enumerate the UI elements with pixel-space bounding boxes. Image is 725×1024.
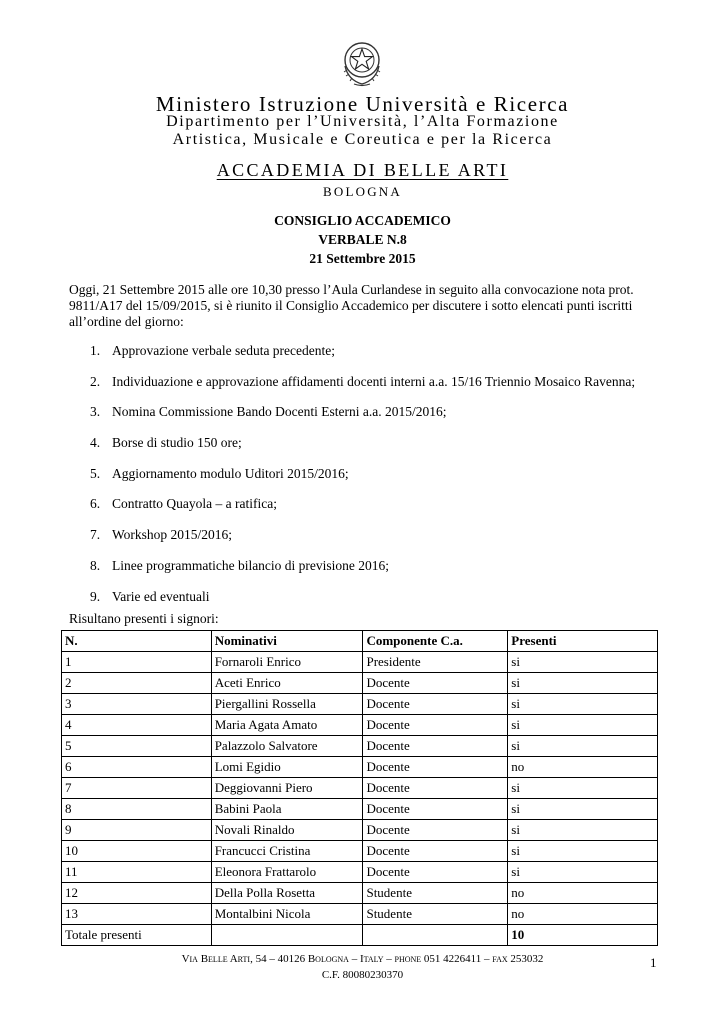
cell-number: 5 <box>62 736 212 757</box>
cell-name: Deggiovanni Piero <box>211 778 363 799</box>
agenda-item: 1. Approvazione verbale seduta precedente; <box>90 343 336 358</box>
agenda-item: 9. Varie ed eventuali <box>90 588 210 604</box>
cell-number: 11 <box>62 862 212 883</box>
cell-present: no <box>508 757 658 778</box>
agenda-item: 6. Contratto Quayola – a ratifica; <box>90 496 277 512</box>
academy-title: ACCADEMIA DI BELLE ARTI <box>216 160 509 180</box>
table-row <box>62 799 658 820</box>
cell-number: 9 <box>62 820 212 841</box>
table-row <box>62 757 658 778</box>
table-row <box>62 904 658 925</box>
total-empty-2 <box>363 925 508 946</box>
cell-number: 8 <box>62 799 212 820</box>
table-total-row <box>62 925 658 946</box>
footer-address: Via Belle Arti, 54 – 40126 Bologna – Italy – phone 051 4226411 – fax 253032 <box>181 953 544 965</box>
cell-role: Docente <box>363 862 508 883</box>
cell-number: 3 <box>62 694 212 715</box>
table-row <box>62 862 658 883</box>
cell-present: si <box>508 652 658 673</box>
attendance-table <box>61 630 658 946</box>
table-row <box>62 820 658 841</box>
cell-name: Novali Rinaldo <box>211 820 363 841</box>
column-header-name: Nominativi <box>211 631 363 652</box>
agenda-item: 4. Borse di studio 150 ore; <box>90 435 242 451</box>
table-row <box>62 673 658 694</box>
agenda-item: 8. Linee programmatiche bilancio di previsione 2016; <box>90 557 390 573</box>
cell-role: Docente <box>363 820 508 841</box>
total-label: Totale presenti <box>62 925 212 946</box>
cell-name: Eleonora Frattarolo <box>211 862 363 883</box>
minutes-date: 21 Settembre 2015 <box>309 251 416 266</box>
cell-present: si <box>508 841 658 862</box>
cell-role: Docente <box>363 778 508 799</box>
attendance-table-body <box>62 652 658 946</box>
cell-name: Francucci Cristina <box>211 841 363 862</box>
agenda-list <box>90 343 635 619</box>
table-row <box>62 652 658 673</box>
cell-name: Montalbini Nicola <box>211 904 363 925</box>
total-empty-1 <box>211 925 363 946</box>
cell-name: Della Polla Rosetta <box>211 883 363 904</box>
table-row <box>62 883 658 904</box>
cell-present: si <box>508 715 658 736</box>
cell-number: 13 <box>62 904 212 925</box>
cell-name: Aceti Enrico <box>211 673 363 694</box>
cell-role: Docente <box>363 673 508 694</box>
cell-present: si <box>508 862 658 883</box>
cell-name: Fornaroli Enrico <box>211 652 363 673</box>
agenda-item: 7. Workshop 2015/2016; <box>90 527 233 543</box>
cell-number: 10 <box>62 841 212 862</box>
cell-name: Maria Agata Amato <box>211 715 363 736</box>
italian-republic-emblem-icon <box>338 38 386 88</box>
minutes-number: VERBALE N.8 <box>318 232 407 247</box>
total-value: 10 <box>508 925 658 946</box>
cell-name: Piergallini Rossella <box>211 694 363 715</box>
table-row <box>62 694 658 715</box>
cell-present: si <box>508 778 658 799</box>
cell-role: Studente <box>363 904 508 925</box>
footer-tax-code: C.F. 80080230370 <box>321 969 404 981</box>
cell-role: Presidente <box>363 652 508 673</box>
table-row <box>62 736 658 757</box>
table-row <box>62 778 658 799</box>
table-row <box>62 715 658 736</box>
ministry-title: Ministero Istruzione Università e Ricerca <box>155 92 570 116</box>
table-row <box>62 841 658 862</box>
cell-role: Docente <box>363 757 508 778</box>
cell-present: si <box>508 736 658 757</box>
agenda-item: 2. Individuazione e approvazione affidamenti docenti interni a.a. 15/16 Triennio Mosaico Ravenna; <box>90 373 636 389</box>
cell-number: 1 <box>62 652 212 673</box>
agenda-item: 3. Nomina Commissione Bando Docenti Esterni a.a. 2015/2016; <box>90 404 447 420</box>
cell-role: Docente <box>363 694 508 715</box>
cell-role: Docente <box>363 715 508 736</box>
page-number: 1 <box>650 955 657 970</box>
cell-present: no <box>508 883 658 904</box>
attendance-label: Risultano presenti i signori: <box>69 611 219 626</box>
cell-present: si <box>508 820 658 841</box>
cell-name: Palazzolo Salvatore <box>211 736 363 757</box>
department-line-2: Artistica, Musicale e Coreutica e per la Ricerca <box>172 131 553 148</box>
intro-paragraph: Oggi, 21 Settembre 2015 alle ore 10,30 presso l’Aula Curlandese in seguito alla convocazione nota prot. 9811/A17 del 15/09/2015, si è riunito il Consiglio Accademico per discutere i sotto elencati punti iscritti all’ordine del giorno: <box>69 282 634 329</box>
academy-city: BOLOGNA <box>323 184 402 199</box>
cell-present: si <box>508 673 658 694</box>
cell-number: 4 <box>62 715 212 736</box>
column-header-number: N. <box>62 631 212 652</box>
cell-number: 6 <box>62 757 212 778</box>
cell-role: Docente <box>363 799 508 820</box>
cell-role: Docente <box>363 736 508 757</box>
cell-role: Studente <box>363 883 508 904</box>
table-header-row <box>62 631 658 652</box>
cell-present: si <box>508 694 658 715</box>
department-line-1: Dipartimento per l’Università, l’Alta Formazione <box>166 113 559 130</box>
cell-number: 2 <box>62 673 212 694</box>
column-header-present: Presenti <box>508 631 658 652</box>
cell-present: no <box>508 904 658 925</box>
council-title: CONSIGLIO ACCADEMICO <box>274 213 451 228</box>
cell-number: 12 <box>62 883 212 904</box>
column-header-role: Componente C.a. <box>363 631 508 652</box>
cell-name: Babini Paola <box>211 799 363 820</box>
cell-number: 7 <box>62 778 212 799</box>
cell-role: Docente <box>363 841 508 862</box>
cell-name: Lomi Egidio <box>211 757 363 778</box>
agenda-item: 5. Aggiornamento modulo Uditori 2015/2016; <box>90 465 349 481</box>
cell-present: si <box>508 799 658 820</box>
